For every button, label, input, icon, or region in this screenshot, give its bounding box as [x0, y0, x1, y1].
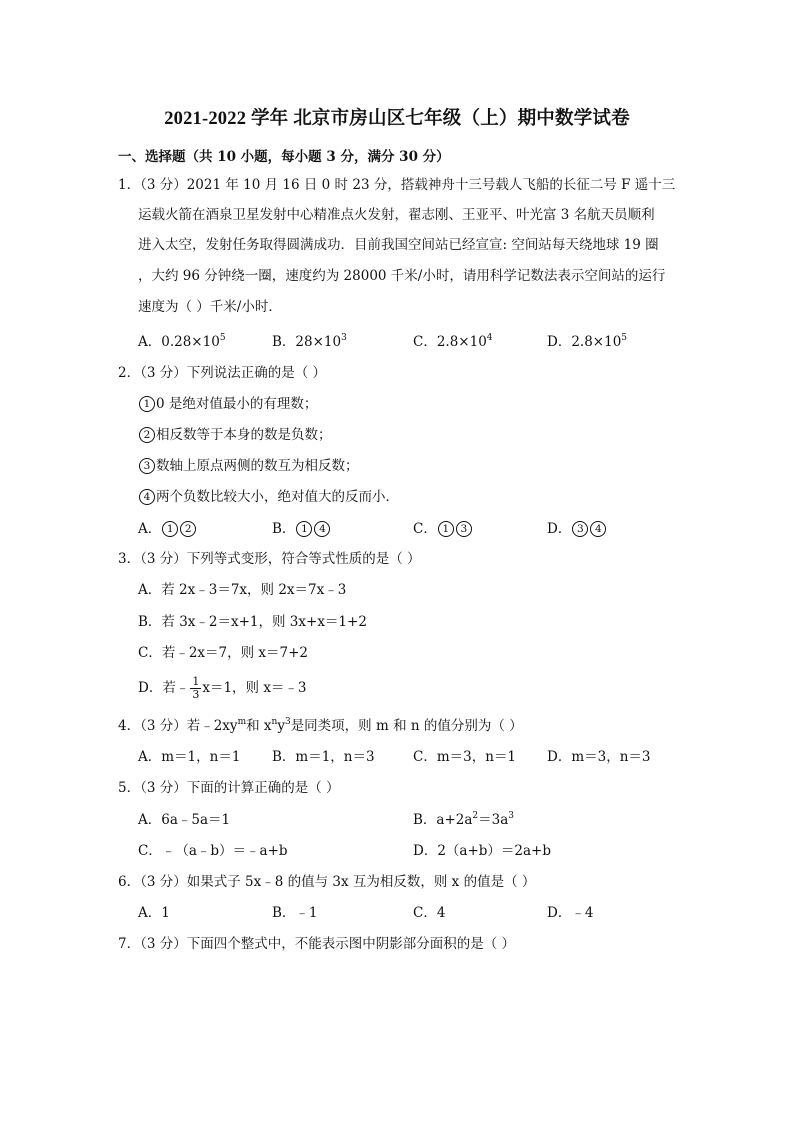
q6-option-a: A．1: [138, 905, 170, 921]
q1-option-c: C．$2.8\times 10^4$: [413, 333, 493, 350]
q1-option-b: B．$28\times 10^3$: [272, 333, 347, 350]
section-heading: 一、选择题（共 10 小题，每小题 3 分，满分 30 分）: [118, 149, 450, 165]
q2-statement-3: 3 数轴上原点两侧的数互为相反数；: [138, 456, 359, 476]
q1-option-d: D．$2.8\times 10^5$: [547, 333, 628, 350]
q1-line-3: 进入太空，发射任务取得圆满成功．目前我国空间站已经宣宣: 空间站每天绕地球 19 圈: [138, 237, 659, 253]
q2-statement-2: 2 相反数等于本身的数是负数；: [138, 425, 332, 445]
q7-stem: 7．（3 分）下面四个整式中，不能表示图中阴影部分面积的是（ ）: [118, 936, 516, 952]
q2-option-a: A． 1 2: [138, 519, 197, 539]
q1-line-1: 1．（3 分）2021 年 10 月 16 日 0 时 23 分，搭载神舟十三号载人飞船的长征二号 F 遥十三: [118, 177, 676, 193]
q4-option-c: C．m＝3，n＝1: [413, 749, 517, 765]
q3-option-d: D．若﹣ $\frac{1}{3}$ x＝1，则 x＝﹣3: [138, 675, 307, 701]
q3-option-c: C．若﹣2x＝7，则 x＝7+2: [138, 645, 309, 661]
q6-option-c: C．4: [413, 905, 446, 921]
q4-option-b: B．m＝1，n＝3: [272, 749, 375, 765]
q5-option-c: C．﹣（a﹣b）＝﹣a+b: [138, 843, 288, 859]
circled-number: 4: [139, 489, 155, 505]
q4-option-d: D．m＝3，n＝3: [547, 749, 651, 765]
q6-option-b: B．﹣1: [272, 905, 318, 921]
q1-line-5: 速度为（ ）千米/小时．: [138, 299, 282, 315]
q1-line-4: ，大约 96 分钟绕一圈，速度约为 28000 千米/小时，请用科学记数法表示空间站的运行: [138, 268, 666, 284]
q4-option-a: A．m＝1，n＝1: [138, 749, 241, 765]
q5-option-a: A．6a﹣5a＝1: [138, 812, 231, 828]
fraction: $\frac{1}{3}$: [192, 675, 200, 701]
page-title: 2021-2022 学年 北京市房山区七年级（上）期中数学试卷: [164, 109, 630, 129]
q3-option-b: B．若 3x﹣2＝x+1，则 3x+x＝1+2: [138, 614, 367, 630]
circled-number: 3: [139, 458, 155, 474]
circled-number: 1: [139, 396, 155, 412]
q6-option-d: D．﹣4: [547, 905, 594, 921]
q2-option-d: D． 3 4: [547, 519, 607, 539]
q1-line-2: 运载火箭在酒泉卫星发射中心精准点火发射，翟志刚、王亚平、叶光富 3 名航天员顺利: [138, 207, 655, 223]
q1-option-a: A．$0.28\times 10^5$: [138, 333, 226, 350]
q3-option-a: A．若 2x﹣3＝7x，则 2x＝7x﹣3: [138, 582, 347, 598]
q5-stem: 5．（3 分）下面的计算正确的是（ ）: [118, 780, 340, 796]
circled-number: 2: [139, 427, 155, 443]
q6-stem: 6．（3 分）如果式子 5x﹣8 的值与 3x 互为相反数，则 x 的值是（ ）: [118, 874, 536, 890]
q2-option-c: C． 1 3: [413, 519, 473, 539]
q2-option-b: B． 1 4: [272, 519, 331, 539]
q3-stem: 3．（3 分）下列等式变形，符合等式性质的是（ ）: [118, 551, 421, 567]
q5-option-d: D．2（a+b）＝2a+b: [413, 843, 552, 859]
q2-statement-1: 1 0 是绝对值最小的有理数；: [138, 394, 317, 414]
q2-statement-4: 4 两个负数比较大小，绝对值大的反而小．: [138, 487, 399, 507]
q5-option-b: B．$a+2a^2=3a^3$: [413, 811, 515, 828]
q2-stem: 2．（3 分）下列说法正确的是（ ）: [118, 365, 327, 381]
q4-stem: 4．（3 分）若$﹣2xy^m$和 $x^ny^3$是同类项，则 m 和 n 的值分别为（ ）: [118, 717, 523, 734]
